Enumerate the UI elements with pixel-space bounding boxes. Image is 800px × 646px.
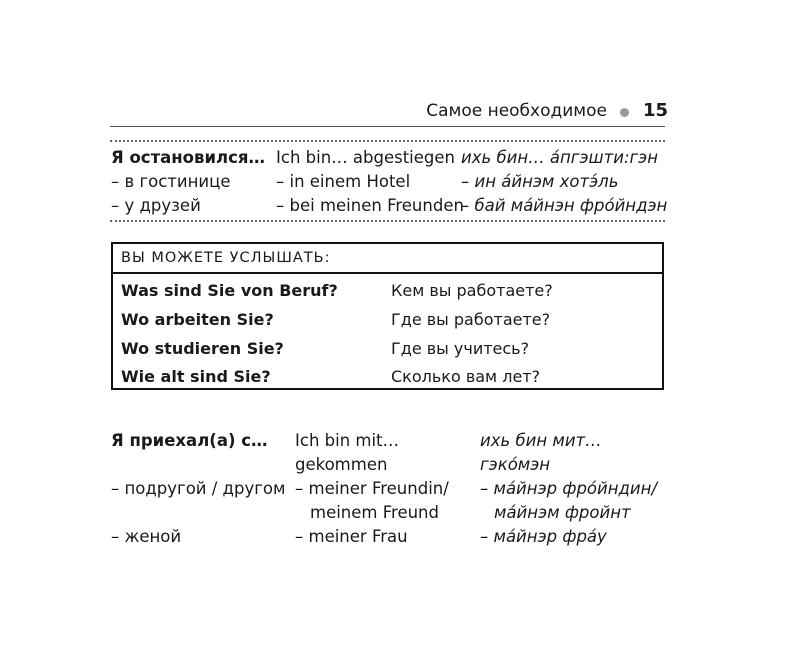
box-question-ru: Где вы учитесь? (391, 339, 530, 358)
phrase-de-cont: meinem Freund (310, 503, 439, 522)
box-question-ru: Сколько вам лет? (391, 367, 541, 386)
box-question-de: Wo arbeiten Sie? (121, 310, 274, 329)
you-may-hear-box (111, 242, 664, 390)
phrase-transcription: – бай ма́йнэн фро́йндэн (461, 196, 668, 215)
phrase-ru: Я остановился… (111, 148, 265, 167)
running-header-title: Самое необходимое (426, 101, 607, 121)
phrase-ru: – в гостинице (111, 172, 231, 191)
box-question-ru: Кем вы работаете? (391, 281, 553, 300)
box-question-ru: Где вы работаете? (391, 310, 551, 329)
phrase-transcription: ихь бин мит… (480, 431, 602, 450)
phrase-ru: – у друзей (111, 196, 201, 215)
header-bullet-icon (620, 108, 629, 117)
page-number: 15 (643, 100, 669, 121)
phrase-transcription-cont: ма́йнэм фройнт (494, 503, 631, 522)
dotted-divider-bottom (110, 220, 665, 222)
phrase-transcription: ихь бин… а́пгэшти:гэн (461, 148, 659, 167)
box-question-de: Wie alt sind Sie? (121, 367, 271, 386)
header-rule (110, 126, 665, 127)
phrase-de: – bei meinen Freunden (276, 196, 464, 215)
dotted-divider-top (110, 140, 665, 142)
phrase-de: – meiner Frau (295, 527, 408, 546)
phrase-ru: – женой (111, 527, 182, 546)
box-row (121, 362, 654, 391)
box-question-de: Was sind Sie von Beruf? (121, 281, 338, 300)
phrase-ru: – подругой / другом (111, 479, 286, 498)
box-row (121, 305, 654, 334)
box-row (121, 276, 654, 305)
phrase-transcription: – ма́йнэр фра́у (480, 527, 607, 546)
phrase-de-cont: gekommen (295, 455, 388, 474)
phrase-ru: Я приехал(а) с… (111, 431, 268, 450)
phrase-de: Ich bin mit… (295, 431, 400, 450)
box-question-de: Wo studieren Sie? (121, 339, 284, 358)
box-heading: ВЫ МОЖЕТЕ УСЛЫШАТЬ: (113, 244, 662, 274)
phrase-transcription: – ма́йнэр фро́йндин/ (480, 479, 658, 498)
phrase-de: – in einem Hotel (276, 172, 411, 191)
phrase-de: – meiner Freundin/ (295, 479, 449, 498)
phrase-transcription-cont: гэко́мэн (480, 455, 551, 474)
phrase-de: Ich bin… abgestiegen (276, 148, 455, 167)
phrase-transcription: – ин а́йнэм хотэ́ль (461, 172, 619, 191)
box-row (121, 334, 654, 363)
